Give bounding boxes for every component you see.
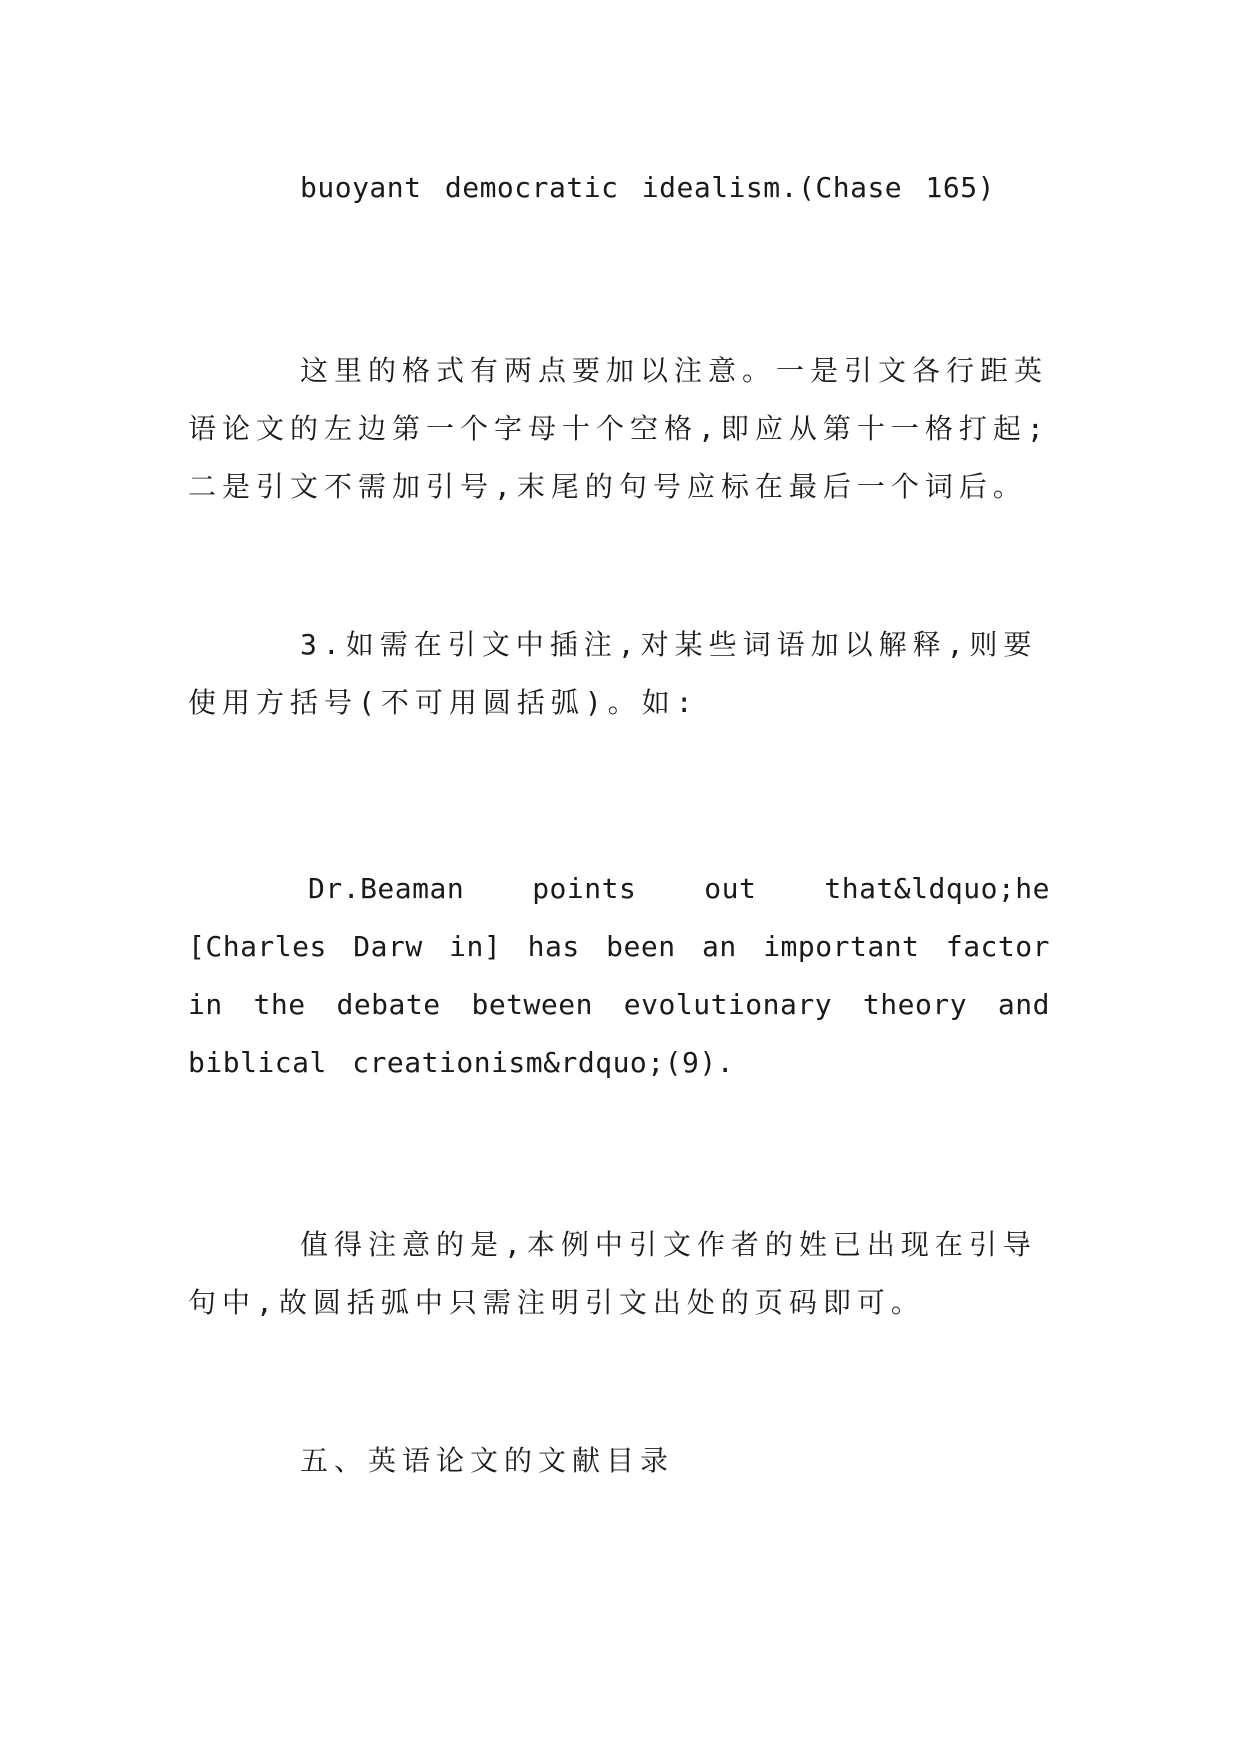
paragraph-author-note: 值得注意的是,本例中引文作者的姓已出现在引导句中,故圆括弧中只需注明引文出处的页码即可。 xyxy=(188,1228,1037,1319)
quote-end-line: buoyant democratic idealism.(Chase 165) xyxy=(300,171,995,204)
section-heading-bibliography: 五、英语论文的文献目录 xyxy=(300,1444,675,1477)
paragraph-format-notes: 这里的格式有两点要加以注意。一是引文各行距英语论文的左边第一个字母十个空格,即应从第十一格打起;二是引文不需加引号,末尾的句号应标在最后一个词后。 xyxy=(188,354,1050,503)
example-quotation: Dr.Beaman points out that&ldquo;he [Charles Darw in] has been an important factor in the debate between evolutionary theory and biblical creationism&rdquo;(9). xyxy=(188,872,1050,1079)
paragraph-bracket-rule: 3.如需在引文中插注,对某些词语加以解释,则要使用方括号(不可用圆括弧)。如: xyxy=(188,628,1038,719)
